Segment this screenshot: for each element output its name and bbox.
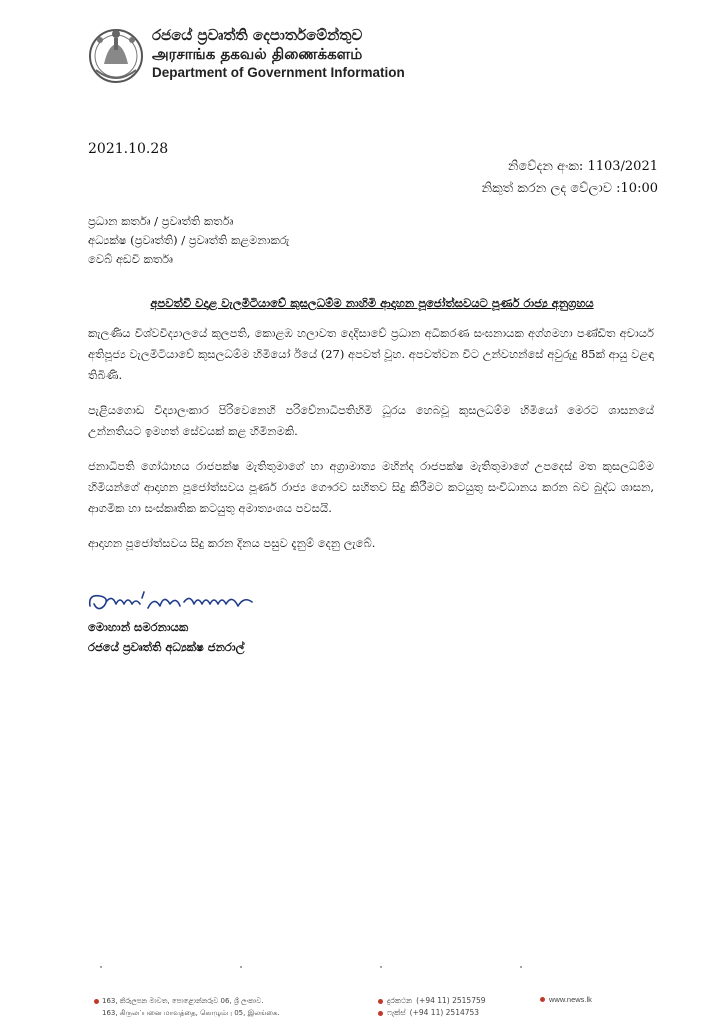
footer-address: [94, 995, 280, 1019]
signer-name: මොහාන් සමරනායක: [88, 620, 189, 634]
footer-contacts: [378, 995, 486, 1019]
release-info: [482, 156, 658, 200]
bullet-icon: [94, 999, 99, 1004]
signature-image: [84, 584, 264, 618]
website-link[interactable]: www.news.lk: [549, 995, 592, 1004]
address-tamil: 163, கிருலப்பனை மாவத்தை, கொழும்பு 05, இலங்கை.: [102, 1009, 280, 1017]
recipient-line: වෙබ් අඩවි කර්තෘ: [88, 252, 173, 266]
signer-block: [88, 617, 244, 657]
org-name-sinhala: රජයේ ප්‍රවෘත්ති දෙපාර්තමේන්තුව: [152, 26, 363, 44]
press-release-body: [88, 323, 654, 568]
address-sinhala: 163, කිරුලපන මාවත, පොළොන්නරුව 06, ශ්‍රී ලංකාව.: [102, 997, 264, 1005]
body-paragraph: පැළියගොඩ විද්‍යාලංකාර පිරිවෙනෙහි පරිවේනාධිපතිහිමි ධූරය හෙබවූ කුසලධම්ම හිමියෝ මෙරට ශාසනයේ උන්නතියට ඉමහත් සේවයක් කළ හිමිනමකි.: [88, 403, 654, 438]
press-release-heading: අපවත්වී වදාළ වැලමිටියාවේ කුසලධම්ම නාහිමි ආදාහන පූජෝත්සවයට පූර්ණ රාජ්‍ය අනුග්‍රහය: [150, 296, 594, 310]
fax-label: ෆැක්ස්: [387, 1008, 406, 1017]
organization-name: [152, 26, 405, 82]
bullet-icon: [540, 997, 545, 1002]
body-paragraph: කැලණිය විශ්වවිද්‍යාලයේ කුලපති, කොළඹ හලාවත දෙදිසාවේ ප්‍රධාන අධිකරණ සංඝනායක අග්ගමහා පණ්ඩිත අචාර්ය අතිපූජ්‍ය වැලමිටියාවේ කුසලධම්ම හිමියෝ ඊයේ (27) අපවත් වූහ. අපවත්වන විට උන්වහන්සේ අවුරුදු 85ක් ආයු වළඳා තිබිණි.: [88, 326, 655, 382]
org-name-tamil: அரசாங்க தகவல் திணைக்களம்: [152, 45, 363, 63]
body-paragraph: ආදාහන පූජෝත්සවය සිදු කරන දිනය පසුව දැනුම් දෙනු ලැබේ.: [88, 536, 376, 550]
footer-website: [540, 995, 592, 1004]
bullet-icon: [378, 999, 383, 1004]
document-date: 2021.10.28: [88, 141, 169, 157]
recipient-list: [88, 212, 289, 269]
phone-label: දුරකථන: [387, 996, 413, 1005]
recipient-line: අධ්‍යක්ෂ (ප්‍රවෘත්ති) / ප්‍රවෘත්ති කළමනාකරු: [88, 233, 290, 247]
footer-divider: [0, 966, 724, 976]
release-number: නිවේදන අංක: 1103/2021: [507, 159, 658, 174]
release-time: නිකුත් කරන ලද වේලාව :10:00: [481, 181, 658, 196]
fax-number: (+94 11) 2514753: [409, 1008, 480, 1017]
body-paragraph: ජනාධිපති ගෝඨාභය රාජපක්ෂ මැතිතුමාගේ හා අග්‍රාමාත්‍ය මහින්ද රාජපක්ෂ මැතිතුමාගේ උපදෙස් මත කුසලධම්ම හිමියන්ගේ ආදාහන පූජෝත්සවය පූර්ණ රාජ්‍ය ගෞරව සහිතව සිදු කිරීමට කටයුතු සංවිධානය කරන බව බුද්ධ ශාසන, ආගමික හා සංස්කෘතික කටයුතු අමාත්‍යංශය පවසයි.: [88, 459, 654, 515]
signer-title: රජයේ ප්‍රවෘත්ති අධ්‍යක්ෂ ජනරාල්: [88, 640, 245, 654]
bullet-icon: [378, 1011, 383, 1016]
sri-lanka-emblem-icon: [86, 20, 146, 90]
org-name-english: Department of Government Information: [152, 65, 405, 80]
phone-number: (+94 11) 2515759: [416, 996, 486, 1005]
recipient-line: ප්‍රධාන කර්තෘ / ප්‍රවෘත්ති කර්තෘ: [88, 214, 234, 228]
